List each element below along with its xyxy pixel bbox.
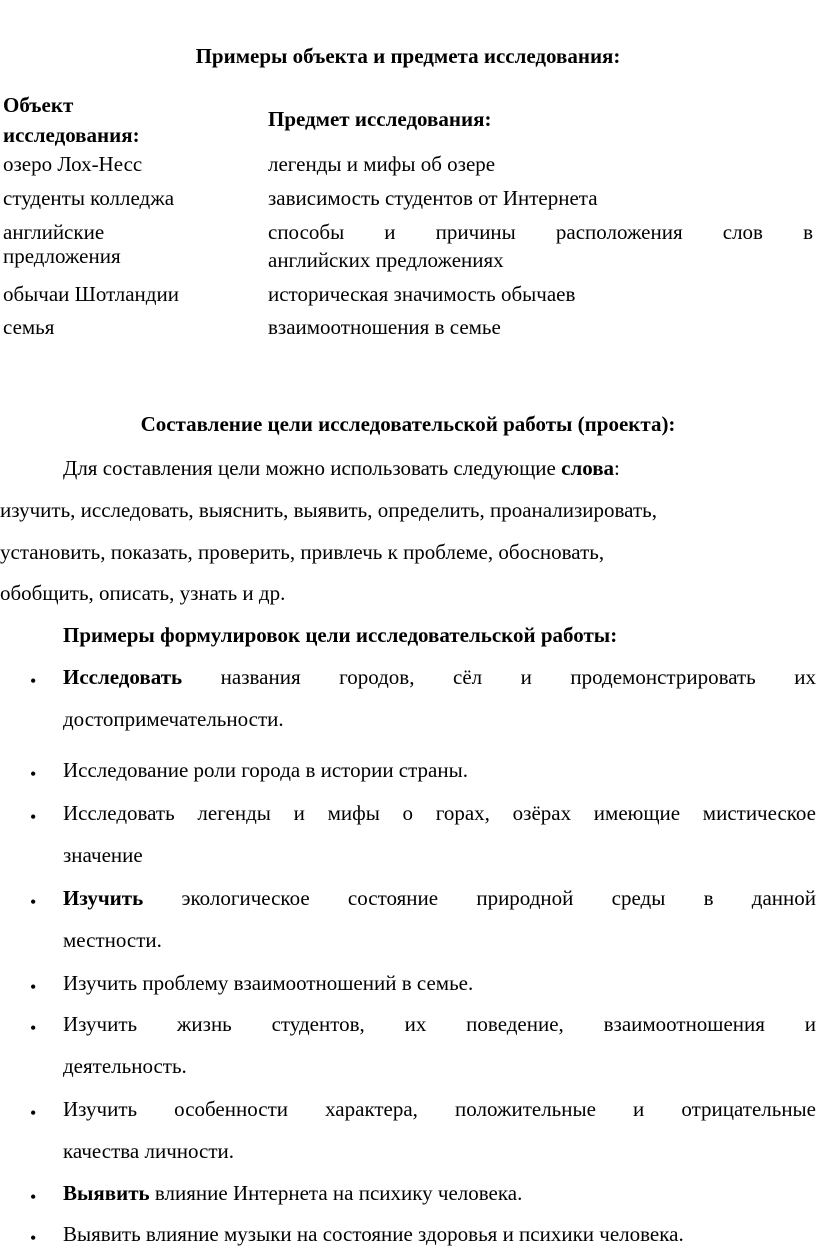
list-item [63, 792, 816, 876]
item-5-line1: Изучить проблему взаимоотношений в семье. [63, 962, 816, 1004]
bullet-7: • [30, 1103, 36, 1124]
intro-paragraph [63, 456, 620, 481]
table-row-2-subject: зависимость студентов от Интернета [268, 186, 598, 210]
table-row-5-subject: взаимоотношения в семье [268, 315, 501, 339]
table-header-subject: Предмет исследования: [268, 104, 491, 134]
item-7-line2: качества личности. [63, 1130, 816, 1172]
item-4-line1: экологическое состояние природной среды в данной [182, 886, 816, 910]
bullet-8: • [30, 1187, 36, 1208]
table-header-object: Объект исследования: [3, 90, 203, 150]
table-row-2-object: студенты колледжа [3, 186, 174, 210]
section3-title: Примеры формулировок цели исследовательской работы: [63, 623, 617, 648]
item-8-bold: Выявить [63, 1181, 150, 1205]
intro-colon: : [614, 456, 620, 480]
item-8-line1: влияние Интернета на психику человека. [155, 1181, 522, 1205]
list-item [63, 877, 816, 961]
table-row-1-subject: легенды и мифы об озере [268, 152, 495, 176]
list-item [63, 749, 816, 791]
item-7-line1: Изучить особенности характера, положительные и отрицательные [63, 1088, 816, 1130]
bullet-1: • [30, 671, 36, 692]
table-row-1-object: озеро Лох-Несс [3, 152, 142, 176]
words-line-1: изучить, исследовать, выяснить, выявить, определить, проанализировать, [0, 498, 657, 523]
item-6-line1: Изучить жизнь студентов, их поведение, взаимоотношения и [63, 1003, 816, 1045]
list-item [63, 1088, 816, 1172]
item-6-line2: деятельность. [63, 1045, 816, 1087]
section2-title: Составление цели исследовательской работы (проекта): [0, 412, 816, 437]
item-3-line1: Исследовать легенды и мифы о горах, озёрах имеющие мистическое [63, 792, 816, 834]
bullet-9: • [30, 1228, 36, 1249]
intro-bold-word: слова [561, 456, 614, 480]
item-2-line1: Исследование роли города в истории страны. [63, 749, 816, 791]
list-item [63, 1172, 816, 1214]
item-9-line1: Выявить влияние музыки на состояние здоровья и психики человека. [63, 1213, 816, 1255]
words-line-2: установить, показать, проверить, привлечь к проблеме, обосновать, [0, 540, 604, 565]
list-item [63, 1003, 816, 1087]
intro-text: Для составления цели можно использовать следующие [63, 456, 561, 480]
bullet-5: • [30, 977, 36, 998]
list-item [63, 962, 816, 1004]
table-row-3-subject-line2: английских предложениях [268, 248, 504, 272]
bullet-3: • [30, 807, 36, 828]
list-item [63, 1213, 816, 1255]
list-item [63, 656, 816, 740]
bullet-2: • [30, 764, 36, 785]
table-row-4-subject: историческая значимость обычаев [268, 282, 575, 306]
item-1-line2: достопримечательности. [63, 698, 816, 740]
words-line-3: обобщить, описать, узнать и др. [0, 581, 285, 606]
section1-title: Примеры объекта и предмета исследования: [0, 44, 816, 69]
item-1-line1: названия городов, сёл и продемонстрировать их [221, 665, 816, 689]
item-1-bold: Исследовать [63, 665, 182, 689]
bullet-4: • [30, 892, 36, 913]
table-row-3-subject-line1: способы и причины расположения слов в [268, 220, 813, 244]
table-row-3-object: английские предложения [3, 220, 163, 268]
item-4-bold: Изучить [63, 886, 143, 910]
bullet-6: • [30, 1018, 36, 1039]
table-row-5-object: семья [3, 315, 54, 339]
table-row-4-object: обычаи Шотландии [3, 282, 179, 306]
item-3-line2: значение [63, 834, 816, 876]
item-4-line2: местности. [63, 919, 816, 961]
